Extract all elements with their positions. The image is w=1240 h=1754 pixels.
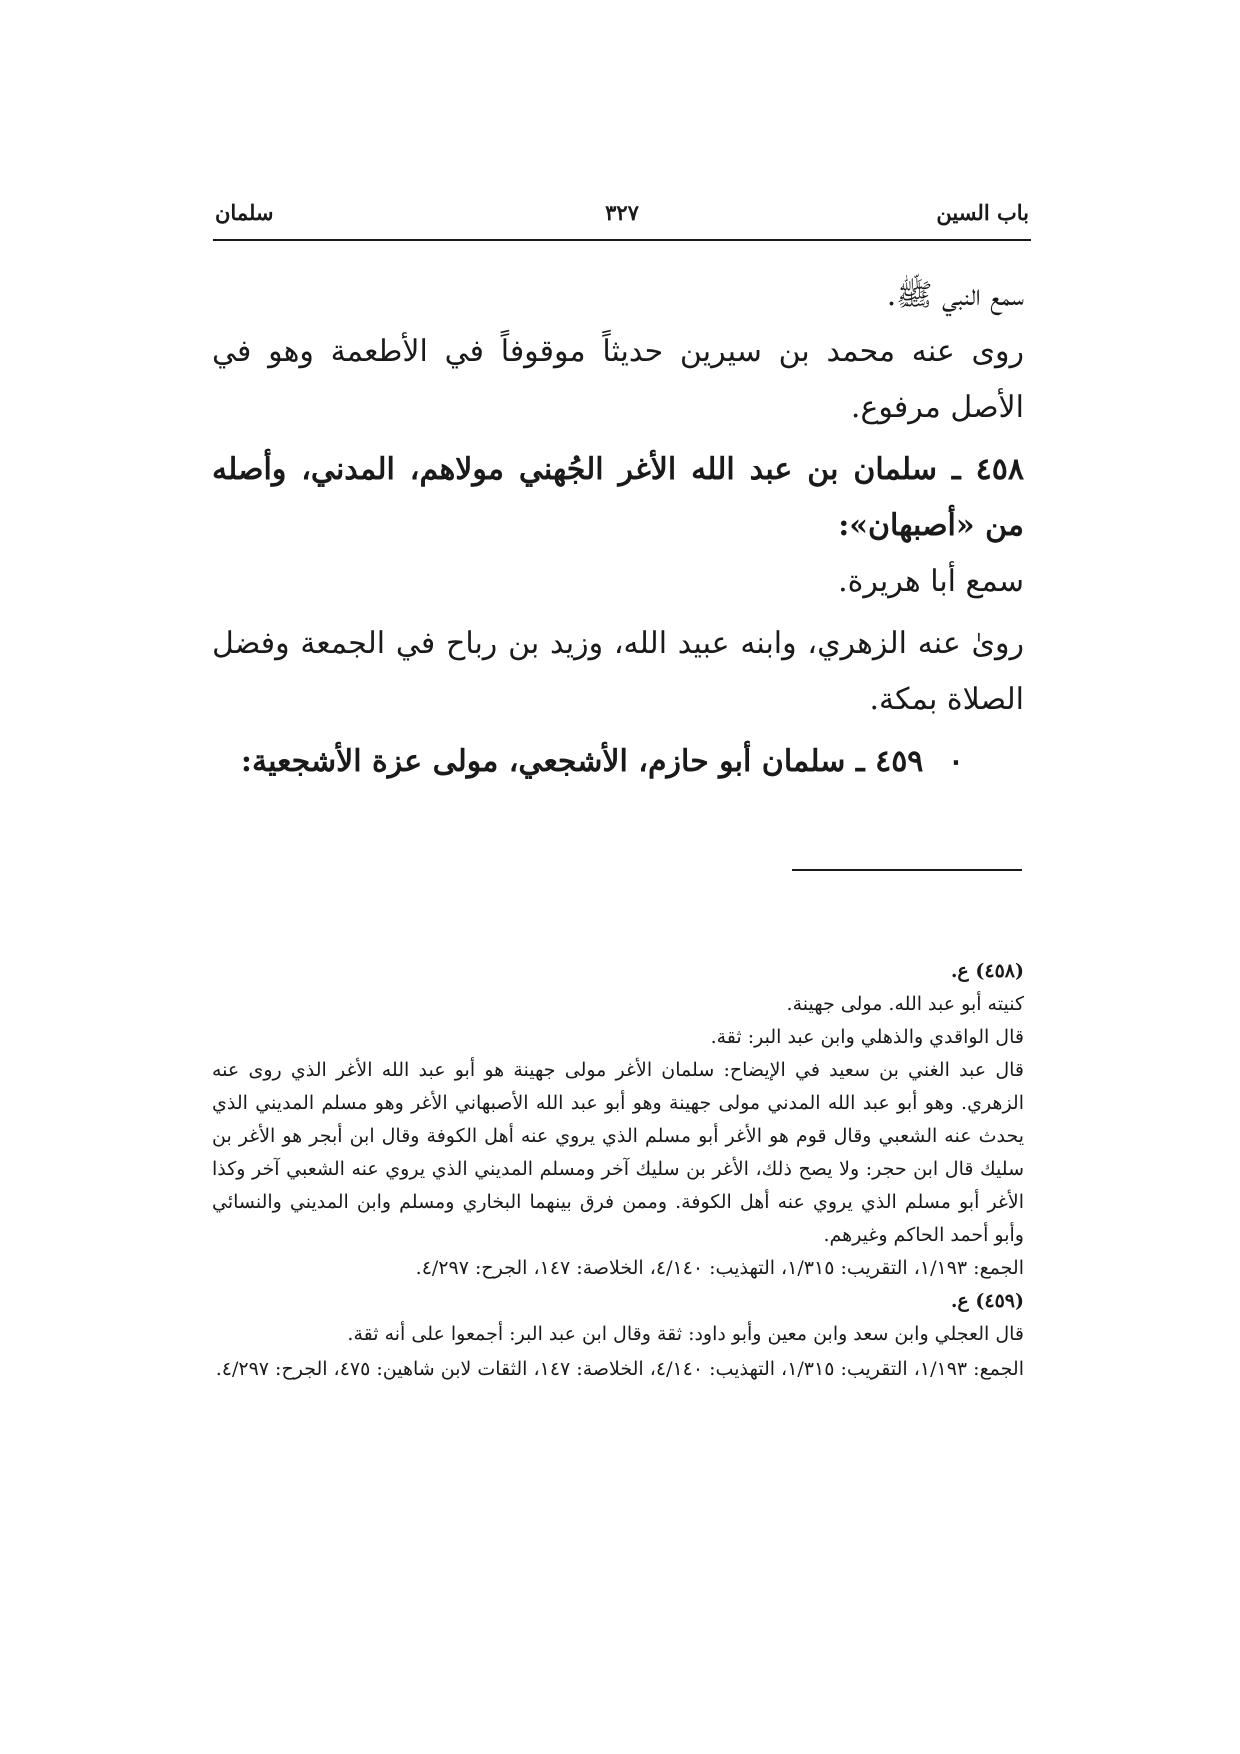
footnotes bbox=[212, 955, 1024, 1386]
entry-459-heading bbox=[212, 734, 1024, 790]
paragraph: روىٰ عنه الزهري، وابنه عبيد الله، وزيد بن رباح في الجمعة وفضل الصلاة بمكة. bbox=[212, 626, 1024, 717]
entry-459-text: ٤٥٩ ـ سلمان أبو حازم، الأشجعي، مولى عزة الأشجعية: bbox=[240, 744, 924, 779]
footnote-line: قال عبد الغني بن سعيد في الإيضاح: سلمان الأغر مولى جهينة هو أبو عبد الله الأغر الذي روى عنه الزهري. وهو أبو عبد الله المدني مولى جهينة وهو أبو عبد الله الأصبهاني الأغر وهو مسلم المديني الذي يحدث عنه الشعبي وقال قوم هو الأغر أبو مسلم الذي يروي عنه أهل الكوفة وقال ابن أبجر هو الأغر بن سليك قال ابن حجر: ولا يصح ذلك، الأغر بن سليك آخر ومسلم المديني الذي يروي عنه الشعبي آخر وكذا الأغر أبو مسلم الذي يروي عنه أهل الكوفة. وممن فرق بينهما البخاري ومسلم وابن المديني والنسائي وأبو أحمد الحاكم وغيرهم. bbox=[212, 1059, 1025, 1246]
footnote-line: الجمع: ١/١٩٣، التقريب: ١/٣١٥، التهذيب: ٤/١٤٠، الخلاصة: ١٤٧، الجرح: ٤/٢٩٧. bbox=[415, 1257, 1024, 1279]
footnote-rule bbox=[792, 869, 1022, 871]
paragraph: روى عنه محمد بن سيرين حديثاً موقوفاً في الأطعمة وهو في الأصل مرفوع. bbox=[212, 334, 1024, 425]
footnote-459-ref: (٤٥٩) ع. bbox=[950, 1290, 1024, 1312]
footnote-line: قال العجلي وابن سعد وابن معين وأبو داود: ثقة وقال ابن عبد البر: أجمعوا على أنه ثقة. bbox=[347, 1323, 1024, 1345]
chapter-title: باب السين bbox=[936, 200, 1029, 225]
footnote-line: قال الواقدي والذهلي وابن عبد البر: ثقة. bbox=[710, 1026, 1024, 1048]
running-header bbox=[215, 190, 1029, 236]
page-number: ٣٢٧ bbox=[605, 200, 639, 225]
entry-458-heading: ٤٥٨ ـ سلمان بن عبد الله الأغر الجُهني مولاهم، المدني، وأصله من «أصبهان»: bbox=[212, 452, 1024, 543]
footnote-458-ref: (٤٥٨) ع. bbox=[950, 960, 1024, 982]
header-rule bbox=[213, 239, 1031, 241]
paragraph: سمع أبا هريرة. bbox=[838, 564, 1024, 599]
running-name: سلمان bbox=[215, 200, 274, 225]
paragraph: سمع النبي ﷺ. bbox=[886, 278, 1024, 313]
footnote-line: الجمع: ١/١٩٣، التقريب: ١/٣١٥، التهذيب: ٤/١٤٠، الخلاصة: ١٤٧، الثقات لابن شاهين: ٤٧٥، الجرح: ٤/٢٩٧. bbox=[215, 1358, 1024, 1380]
main-text bbox=[212, 268, 1024, 790]
entry-marker: ٠ bbox=[947, 744, 964, 779]
footnote-line: كنيته أبو عبد الله. مولى جهينة. bbox=[786, 993, 1024, 1015]
